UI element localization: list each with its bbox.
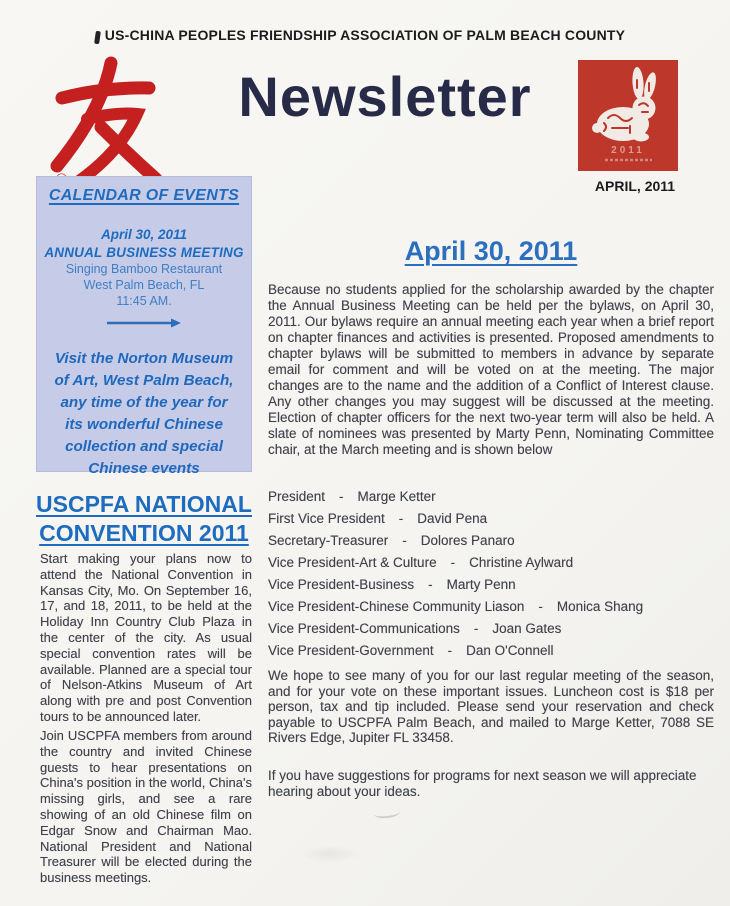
article-intro: Because no students applied for the scholarship awarded by the chapter the Annual Business Meeting can be held per the bylaws, on April 30, 2011. Our bylaws require an annual meeting each year when a brief report on chapter finances and activities is presented. Proposed amendments to chapter bylaws will be submitted to members in advance by separate email for comment and will be voted on at the meeting. The major changes are to the name and the addition of a Conflict of Interest clause. Any other changes you may suggest will be discussed at the meeting. Election of chapter officers for the next two-year term will also be held. A slate of nominees was presented by Marty Penn, Nominating Committee chair, at the March meeting and is shown below (268, 282, 714, 457)
arrow-divider-icon (37, 316, 251, 334)
pencil-mark (374, 807, 401, 820)
officer-title: Vice President-Business (268, 577, 415, 592)
convention-heading: USCPFA NATIONAL CONVENTION 2011 (36, 491, 252, 546)
calendar-title: CALENDAR OF EVENTS (48, 187, 240, 204)
officer-name: David Pena (417, 511, 488, 526)
officer-separator: - (447, 643, 453, 658)
officer-row (268, 508, 714, 530)
officer-title: President (268, 489, 326, 504)
event-date: April 30, 2011 (100, 227, 188, 242)
friendship-character-logo (48, 56, 170, 193)
event-time: 11:45 AM. (116, 294, 172, 308)
officer-separator: - (339, 489, 344, 504)
officer-separator: - (402, 533, 407, 548)
officer-separator: - (473, 621, 479, 636)
convention-paragraph-1: Start making your plans now to attend the National Convention in Kansas City, Mo. On September 16, 17, and 18, 2011, to be held at the Holiday Inn Country Club Plaza in the center of the city. As usual special convention rates will be available. Planned are a special tour of Nelson-Atkins Museum of Art along with pre and post Convention tours to be announced later. (40, 551, 252, 724)
officer-separator: - (428, 577, 433, 592)
officer-name: Joan Gates (492, 621, 562, 636)
officer-name: Marty Penn (446, 577, 516, 592)
event-name: ANNUAL BUSINESS MEETING (44, 245, 244, 260)
officer-title: Vice President-Communications (268, 621, 460, 636)
officer-title: Vice President-Art & Culture (268, 555, 437, 570)
officer-row (268, 574, 714, 596)
officer-name: Marge Ketter (357, 489, 436, 504)
rabbit-stamp (578, 60, 678, 176)
article-heading: April 30, 2011 (404, 236, 578, 266)
officer-title: Secretary-Treasurer (268, 533, 389, 548)
officer-row (268, 596, 714, 618)
scan-smudge (300, 845, 360, 863)
newsletter-title: Newsletter (238, 65, 532, 128)
officer-row (268, 640, 714, 662)
officer-row (268, 618, 714, 640)
officer-name: Dolores Panaro (420, 533, 515, 548)
officer-separator: - (398, 511, 404, 526)
issue-date: APRIL, 2011 (594, 178, 676, 194)
norton-museum-note: Visit the Norton Museum of Art, West Palm Beach, any time of the year for its wonderful Chinese collection and special Chinese events (54, 350, 234, 477)
officer-row (268, 486, 714, 508)
officer-title: First Vice President (268, 511, 385, 526)
officer-name: Monica Shang (556, 599, 644, 614)
association-name: US-CHINA PEOPLES FRIENDSHIP ASSOCIATION OF PALM BEACH COUNTY (104, 27, 626, 43)
closing-paragraph-1: We hope to see many of you for our last regular meeting of the season, and for your vote on these important issues. Luncheon cost is $18 per person, tax and tip included. Please send your reservation and check payable to USCPFA Palm Beach, and mailed to Marge Ketter, 7088 SE Rivers Edge, Jupiter FL 33458. (268, 668, 714, 746)
officer-slate-list (268, 486, 714, 662)
event-city: West Palm Beach, FL (83, 278, 205, 292)
officer-row (268, 530, 714, 552)
calendar-of-events-box (36, 176, 252, 477)
rabbit-seal-icon (578, 60, 678, 171)
officer-title: Vice President-Government (268, 643, 434, 658)
chinese-character-you-icon (48, 56, 170, 188)
event-venue: Singing Bamboo Restaurant (65, 262, 223, 276)
officer-title: Vice President-Chinese Community Liason (268, 599, 525, 614)
officer-separator: - (538, 599, 543, 614)
convention-paragraph-2: Join USCPFA members from around the country and invited Chinese guests to hear presentations on China's position in the world, China's missing girls, and see a rare showing of an old Chinese film on Edgar Snow and Chairman Mao. National President and National Treasurer will be elected during the business meetings. (40, 728, 252, 886)
stamp-year: 2011 (611, 145, 645, 156)
closing-paragraph-2: If you have suggestions for programs for next season we will appreciate hearing about your ideas. (268, 768, 697, 799)
officer-separator: - (450, 555, 456, 570)
officer-name: Dan O'Connell (466, 643, 554, 658)
officer-row (268, 552, 714, 574)
officer-name: Christine Aylward (469, 555, 574, 570)
